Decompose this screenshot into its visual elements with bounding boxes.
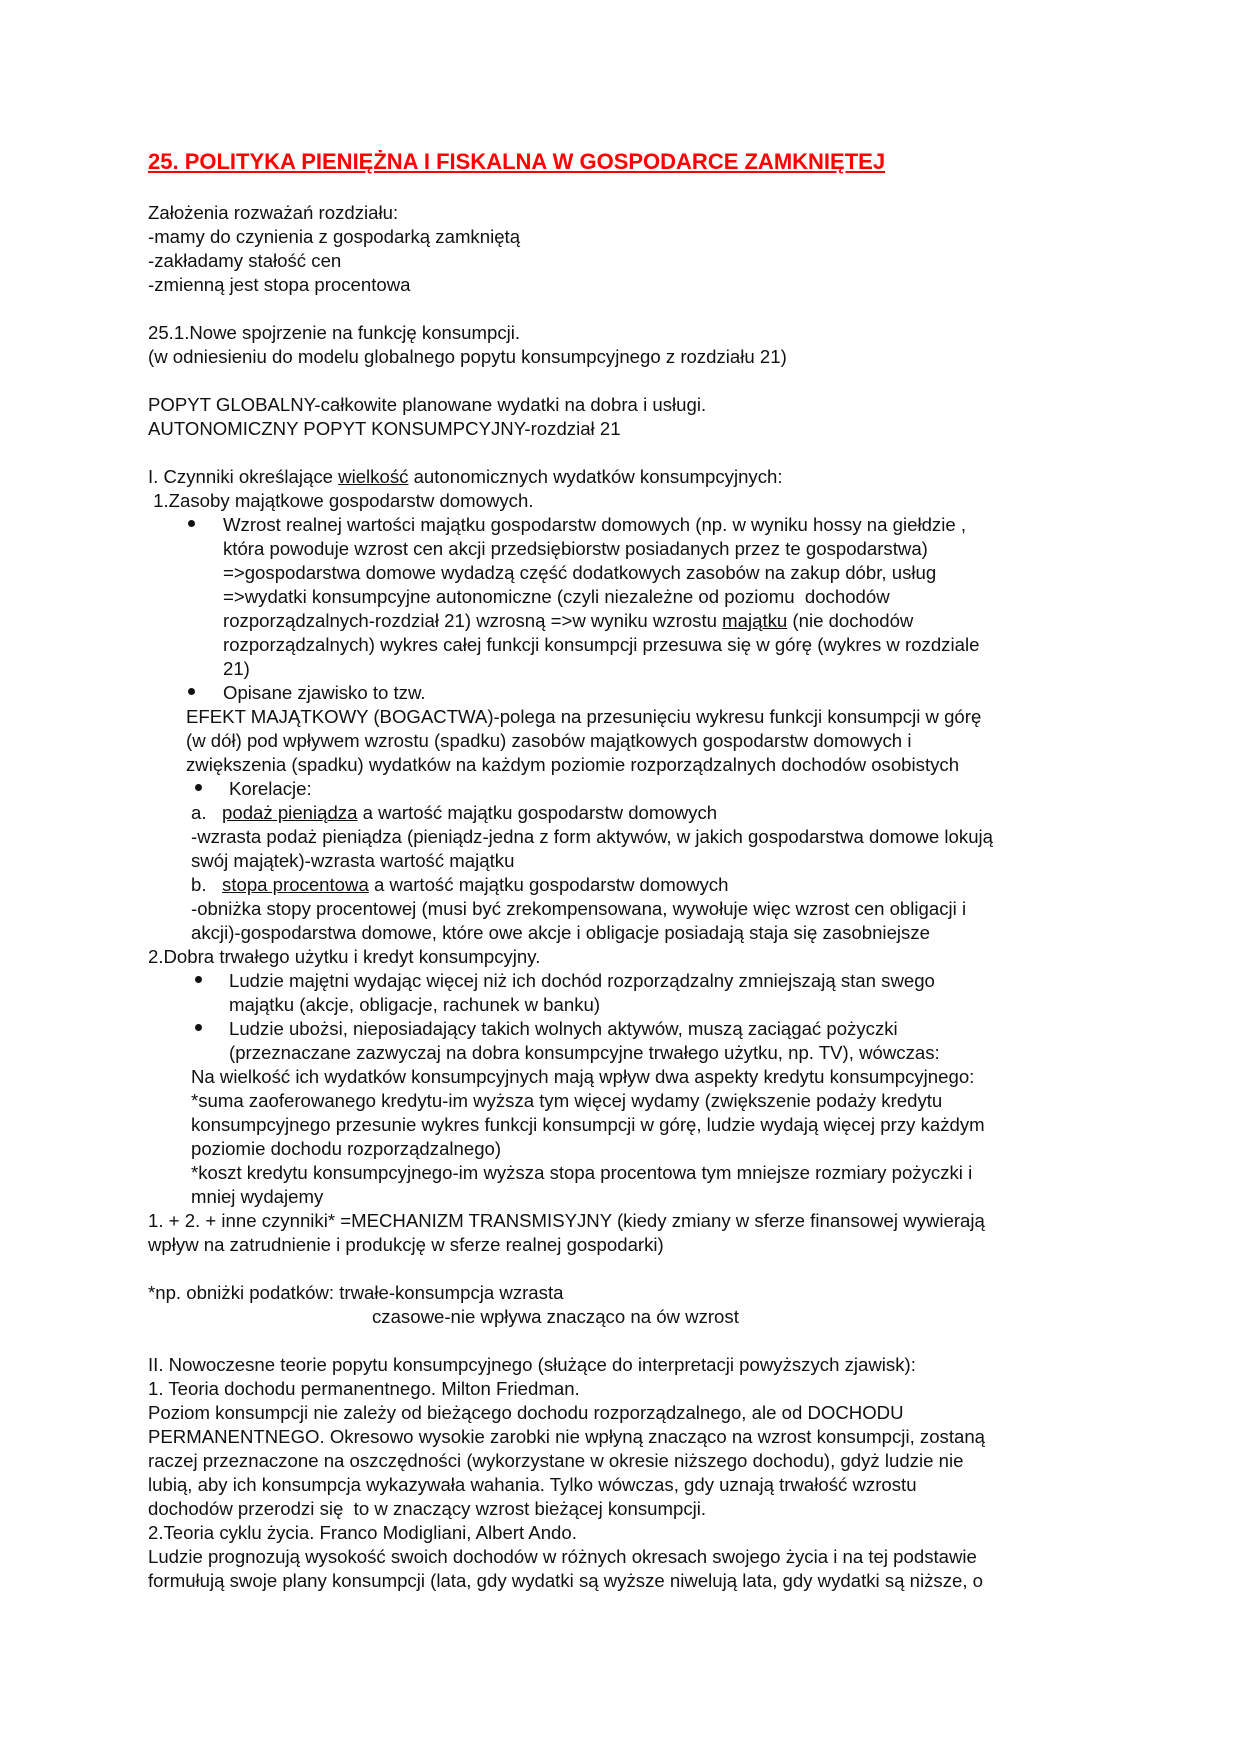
text-line: swój majątek)-wzrasta wartość majątku [191,850,515,871]
text-line: *np. obniżki podatków: trwałe-konsumpcja wzrasta [148,1282,564,1303]
text-line: konsumpcyjnego przesunie wykres funkcji konsumpcji w górę, ludzie wydają więcej przy każdym [191,1114,985,1135]
text-run: autonomicznych wydatków konsumpcyjnych: [408,466,783,487]
text-run: I. Czynniki określające [148,466,339,487]
text-line: 21) [223,658,250,679]
text-line: Wzrost realnej wartości majątku gospodarstw domowych (np. w wyniku hossy na giełdzie , [223,514,967,535]
text-line: -wzrasta podaż pieniądza (pieniądz-jedna z form aktywów, w jakich gospodarstwa domowe lokują [191,826,994,847]
text-line: =>gospodarstwa domowe wydadzą część dodatkowych zasobów na zakup dóbr, usług [223,562,937,583]
underlined-term: podaż pieniądza [222,802,358,823]
text-line: raczej przeznaczone na oszczędności (wykorzystane w okresie niższego dochodu), gdyż ludzie nie [148,1450,964,1471]
text-line: 1. + 2. + inne czynniki* =MECHANIZM TRANSMISYJNY (kiedy zmiany w sferze finansowej wywierają [148,1210,985,1231]
text-line: dochodów przerodzi się to w znaczący wzrost bieżącej konsumpcji. [148,1498,707,1519]
bullet-icon [195,1024,202,1031]
text-line: Opisane zjawisko to tzw. [223,682,426,703]
text-line: *koszt kredytu konsumpcyjnego-im wyższa stopa procentowa tym mniejsze rozmiary pożyczki i [191,1162,973,1183]
text-line: (w dół) pod wpływem wzrostu (spadku) zasobów majątkowych gospodarstw domowych i [186,730,912,751]
text-run: (nie dochodów [787,610,914,631]
text-line [191,873,728,897]
bullet-icon [188,520,195,527]
text-line: (przeznaczane zazwyczaj na dobra konsumpcyjne trwałego użytku, np. TV), wówczas: [229,1042,940,1063]
text-run: a wartość majątku gospodarstw domowych [357,802,718,823]
text-line: poziomie dochodu rozporządzalnego) [191,1138,502,1159]
list-marker: a. [191,802,223,823]
text-line: Poziom konsumpcji nie zależy od bieżącego dochodu rozporządzalnego, ale od DOCHODU [148,1402,904,1423]
bullet-icon [195,976,202,983]
bullet-icon [188,688,195,695]
text-line: 2.Teoria cyklu życia. Franco Modigliani, Albert Ando. [148,1522,577,1543]
text-line: lubią, aby ich konsumpcja wykazywała wahania. Tylko wówczas, gdy uznają trwałość wzrostu [148,1474,917,1495]
list-marker: b. [191,874,223,895]
text-line: -obniżka stopy procentowej (musi być zrekompensowana, wywołuje więc wzrost cen obligacji i [191,898,967,919]
text-line: (w odniesieniu do modelu globalnego popytu konsumpcyjnego z rozdziału 21) [148,346,787,367]
text-line: PERMANENTNEGO. Okresowo wysokie zarobki nie wpłyną znacząco na wzrost konsumpcji, zostaną [148,1426,986,1447]
text-line: *suma zaoferowanego kredytu-im wyższa tym więcej wydamy (zwiększenie podaży kredytu [191,1090,943,1111]
text-line: =>wydatki konsumpcyjne autonomiczne (czyli niezależne od poziomu dochodów [223,586,890,607]
text-line: -mamy do czynienia z gospodarką zamkniętą [148,226,521,247]
text-line: rozporządzalnych) wykres całej funkcji konsumpcji przesuwa się w górę (wykres w rozdziale [223,634,980,655]
text-line: Na wielkość ich wydatków konsumpcyjnych mają wpływ dwa aspekty kredytu konsumpcyjnego: [191,1066,975,1087]
text-line: -zmienną jest stopa procentowa [148,274,411,295]
text-line [191,801,717,825]
text-line: Korelacje: [229,778,312,799]
underlined-term: majątku [722,610,788,631]
text-line: mniej wydajemy [191,1186,324,1207]
text-line: -zakładamy stałość cen [148,250,342,271]
text-line: Ludzie majętni wydając więcej niż ich dochód rozporządzalny zmniejszają stan swego [229,970,935,991]
underlined-term: wielkość [338,466,409,487]
text-line: 1. Teoria dochodu permanentnego. Milton Friedman. [148,1378,580,1399]
text-run: a wartość majątku gospodarstw domowych [368,874,729,895]
text-line: Ludzie ubożsi, nieposiadający takich wolnych aktywów, muszą zaciągać pożyczki [229,1018,898,1039]
text-line: zwiększenia (spadku) wydatków na każdym poziomie rozporządzalnych dochodów osobistych [186,754,960,775]
text-line: II. Nowoczesne teorie popytu konsumpcyjnego (służące do interpretacji powyższych zjawisk): [148,1354,916,1375]
text-line: która powoduje wzrost cen akcji przedsiębiorstw posiadanych przez te gospodarstwa) [223,538,928,559]
bullet-icon [195,784,202,791]
text-line: Ludzie prognozują wysokość swoich dochodów w różnych okresach swojego życia i na tej podstawie [148,1546,977,1567]
text-line [223,609,913,633]
underlined-term: stopa procentowa [222,874,369,895]
text-line: 2.Dobra trwałego użytku i kredyt konsumpcyjny. [148,946,541,967]
text-line [148,465,783,489]
text-line: majątku (akcje, obligacje, rachunek w banku) [229,994,601,1015]
text-line: Założenia rozważań rozdziału: [148,202,399,223]
page-title: 25. POLITYKA PIENIĘŻNA I FISKALNA W GOSPODARCE ZAMKNIĘTEJ [148,149,886,174]
text-line: czasowe-nie wpływa znacząco na ów wzrost [372,1306,739,1327]
text-line: POPYT GLOBALNY-całkowite planowane wydatki na dobra i usługi. [148,394,707,415]
text-line: wpływ na zatrudnienie i produkcję w sferze realnej gospodarki) [148,1234,664,1255]
text-line: akcji)-gospodarstwa domowe, które owe akcje i obligacje posiadają staja się zasobniejsze [191,922,930,943]
text-line: EFEKT MAJĄTKOWY (BOGACTWA)-polega na przesunięciu wykresu funkcji konsumpcji w górę [186,706,982,727]
text-run: rozporządzalnych-rozdział 21) wzrosną =>w wyniku wzrostu [223,610,723,631]
text-line: AUTONOMICZNY POPYT KONSUMPCYJNY-rozdział 21 [148,418,621,439]
section-heading: 25.1.Nowe spojrzenie na funkcję konsumpcji. [148,322,521,343]
text-line: formułują swoje plany konsumpcji (lata, gdy wydatki są wyższe niwelują lata, gdy wydatki są niższe, o [148,1570,984,1591]
text-line: 1.Zasoby majątkowe gospodarstw domowych. [148,490,534,511]
